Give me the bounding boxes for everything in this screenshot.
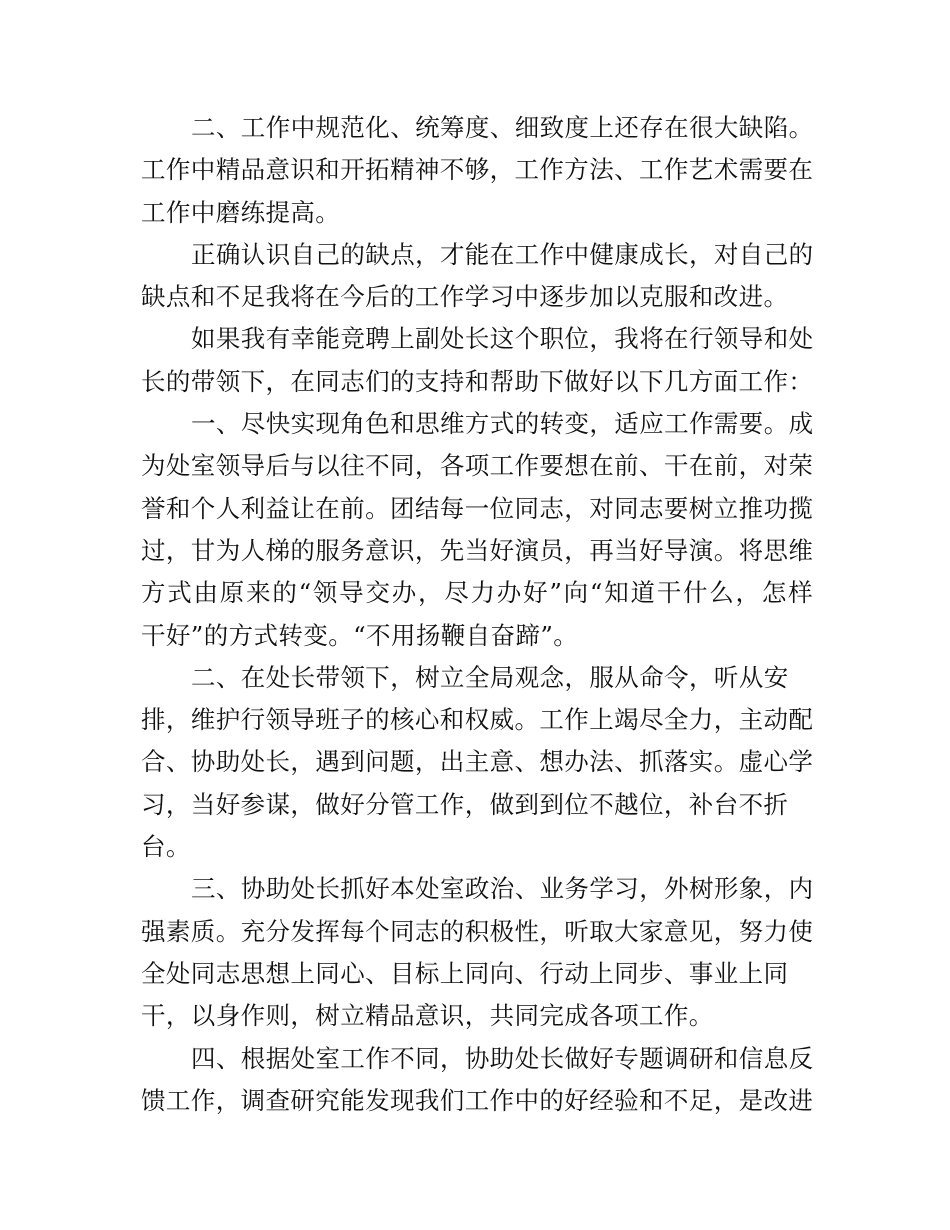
text-line: 一、尽快实现角色和思维方式的转变，适应工作需要。成: [191, 409, 814, 439]
text-line: 全处同志思想上同心、目标上同向、行动上同步、事业上同: [141, 958, 789, 988]
text-line: 台。: [141, 832, 191, 862]
text-line: 正确认识自己的缺点，才能在工作中健康成长，对自己的: [191, 239, 814, 269]
text-line: 方式由原来的“领导交办，尽力办好”向“知道干什么，怎样: [141, 578, 813, 608]
text-line: 干，以身作则，树立精品意识，共同完成各项工作。: [141, 1001, 714, 1031]
text-line: 二、工作中规范化、统筹度、细致度上还存在很大缺陷。: [191, 113, 814, 142]
text-line: 工作中磨练提高。: [141, 197, 341, 227]
text-line: 排，维护行领导班子的核心和权威。工作上竭尽全力，主动配: [141, 705, 814, 735]
text-line: 二、在处长带领下，树立全局观念，服从命令，听从安: [191, 662, 789, 692]
text-line: 誉和个人利益让在前。团结每一位同志，对同志要树立推功揽: [141, 493, 814, 523]
text-line: 如果我有幸能竞聘上副处长这个职位，我将在行领导和处: [191, 324, 814, 354]
text-line: 四、根据处室工作不同，协助处长做好专题调研和信息反: [191, 1043, 814, 1073]
text-line: 缺点和不足我将在今后的工作学习中逐步加以克服和改进。: [141, 282, 789, 312]
text-line: 习，当好参谋，做好分管工作，做到到位不越位，补台不折: [141, 789, 789, 819]
text-line: 馈工作，调查研究能发现我们工作中的好经验和不足，是改进: [141, 1085, 814, 1115]
text-line: 合、协助处长，遇到问题，出主意、想办法、抓落实。虚心学: [141, 747, 814, 777]
body-text: [141, 107, 813, 1122]
text-line: 过，甘为人梯的服务意识，先当好演员，再当好导演。将思维: [141, 535, 814, 565]
text-line: 为处室领导后与以往不同，各项工作要想在前、干在前，对荣: [141, 451, 814, 481]
text-line: 强素质。充分发挥每个同志的积极性，听取大家意见，努力使: [141, 916, 814, 946]
text-line: 工作中精品意识和开拓精神不够，工作方法、工作艺术需要在: [141, 155, 814, 185]
text-line: 三、协助处长抓好本处室政治、业务学习，外树形象，内: [191, 874, 814, 904]
text-line: 长的带领下，在同志们的支持和帮助下做好以下几方面工作：: [141, 366, 814, 396]
text-line: 干好”的方式转变。“不用扬鞭自奋蹄”。: [141, 620, 579, 650]
